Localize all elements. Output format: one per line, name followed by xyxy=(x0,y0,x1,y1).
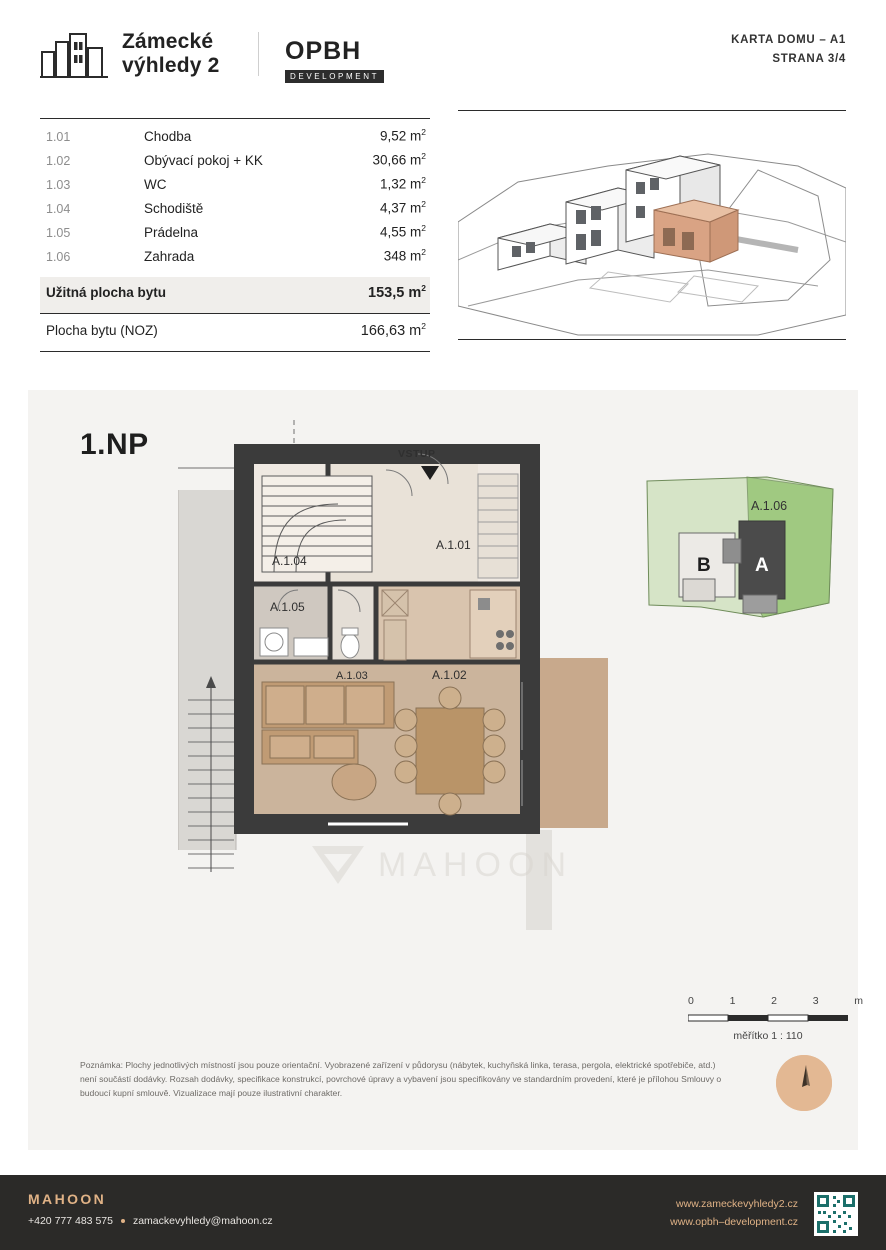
watermark xyxy=(310,842,573,888)
compass-icon xyxy=(776,1055,832,1111)
room-code: 1.01 xyxy=(46,129,71,144)
scale-tick-labels xyxy=(688,995,863,1007)
usable-area-value: 153,5 $m^2$ xyxy=(368,283,426,301)
footer-links xyxy=(670,1195,798,1232)
room-area: 1,32 $m^2$ xyxy=(379,175,426,192)
developer-name: OPBH xyxy=(285,37,362,65)
floorplan-svg xyxy=(178,420,638,980)
entrance-label: VSTUP xyxy=(398,448,436,460)
plan-room-label-a103: A.1.03 xyxy=(336,670,368,682)
noz-area-label: Plocha bytu (NOZ) xyxy=(46,322,158,338)
room-name: Zahrada xyxy=(144,248,195,264)
document-header xyxy=(0,0,886,108)
usable-area-label: Užitná plocha bytu xyxy=(46,284,167,300)
building-visualisation xyxy=(458,110,846,340)
building-logo-icon xyxy=(40,30,110,78)
room-code: 1.05 xyxy=(46,225,71,240)
developer-subtitle: DEVELOPMENT xyxy=(285,70,384,83)
footer-website-project[interactable]: www.zameckevyhledy2.cz xyxy=(676,1198,798,1210)
scale-tick-3: 3 xyxy=(812,995,819,1007)
scale-tick-1: 1 xyxy=(729,995,736,1007)
plan-room-label-a105: A.1.05 xyxy=(270,600,305,614)
table-row xyxy=(40,127,430,151)
room-area: 348 $m^2$ xyxy=(383,247,426,264)
scale-bar-graphic xyxy=(688,1014,848,1022)
room-area: 4,55 $m^2$ xyxy=(379,223,426,240)
usable-area-row xyxy=(40,277,430,313)
floorplan-panel xyxy=(28,390,863,1150)
table-body xyxy=(40,119,430,277)
room-name: WC xyxy=(144,176,167,192)
document-footer xyxy=(0,1175,886,1250)
svg-text:A: A xyxy=(755,555,769,576)
footer-separator-dot xyxy=(121,1219,125,1223)
watermark-text: MAHOON xyxy=(378,845,573,884)
visual-bottom-rule xyxy=(458,339,846,340)
scale-unit: m xyxy=(854,995,863,1007)
svg-text:B: B xyxy=(697,555,711,576)
header-divider xyxy=(258,32,259,76)
footer-brand: MAHOON xyxy=(28,1191,107,1207)
room-name: Obývací pokoj + KK xyxy=(144,152,263,168)
legal-note: Poznámka: Plochy jednotlivých místností jsou pouze orientační. Vyobrazené zařízení v půdorysu (nábytek, kuchyňská linka, terasa, pergola, elektrické spotřebiče, atd.) není součástí dodávky. Rozsah dodávky, specifikace konstrukcí, povrchové úpravy a vybavení jsou specifikovány ve standardním provedení, které je přílohou Smlouvy o budoucí kupní smlouvě. Vizualizace mají pouze ilustrativní charakter. xyxy=(80,1060,722,1099)
site-garden-label: A.1.06 xyxy=(751,499,788,513)
plan-room-label-a102: A.1.02 xyxy=(432,668,467,682)
table-bottom-rule xyxy=(40,351,430,352)
document-meta xyxy=(731,34,846,65)
table-row xyxy=(40,175,430,199)
project-name-line1: Zámecké xyxy=(122,30,214,54)
project-logo xyxy=(40,30,220,78)
floorplan-drawing xyxy=(178,420,638,980)
table-row xyxy=(40,199,430,223)
plan-room-label-a101: A.1.01 xyxy=(436,538,471,552)
scale-caption: měřítko 1 : 110 xyxy=(733,1030,803,1042)
room-code: 1.06 xyxy=(46,249,71,264)
room-area: 30,66 $m^2$ xyxy=(372,151,426,168)
visual-top-rule xyxy=(458,110,846,111)
room-area: 4,37 $m^2$ xyxy=(379,199,426,216)
footer-contact-block xyxy=(28,1191,273,1227)
room-name: Chodba xyxy=(144,128,192,144)
room-code: 1.02 xyxy=(46,153,71,168)
building-3d-render-icon xyxy=(458,110,846,338)
noz-area-row xyxy=(40,314,430,351)
table-row xyxy=(40,151,430,175)
room-name: Schodiště xyxy=(144,200,204,216)
room-code: 1.04 xyxy=(46,201,71,216)
room-area: 9,52 $m^2$ xyxy=(379,127,426,144)
project-name xyxy=(122,30,220,77)
floor-label: 1.NP xyxy=(80,428,149,461)
scale-bar xyxy=(688,995,863,1042)
table-row xyxy=(40,247,430,271)
footer-email[interactable]: zamackevyhledy@mahoon.cz xyxy=(132,1215,273,1227)
room-code: 1.03 xyxy=(46,177,71,192)
footer-website-developer[interactable]: www.opbh–development.cz xyxy=(670,1216,798,1229)
plan-room-label-a104: A.1.04 xyxy=(272,554,307,568)
document-title: KARTA DOMU – A1 xyxy=(731,34,846,46)
room-schedule-table xyxy=(40,118,430,352)
page-number: STRANA 3/4 xyxy=(772,53,846,65)
developer-logo xyxy=(285,37,384,84)
footer-contacts xyxy=(28,1215,273,1227)
scale-tick-2: 2 xyxy=(771,995,777,1007)
mahoon-logo-icon xyxy=(310,842,366,888)
table-row xyxy=(40,223,430,247)
qr-code-icon[interactable] xyxy=(814,1192,858,1236)
noz-area-value: 166,63 $m^2$ xyxy=(360,321,426,339)
scale-tick-0: 0 xyxy=(688,995,694,1007)
footer-phone[interactable]: +420 777 483 575 xyxy=(28,1215,113,1227)
site-key-map xyxy=(643,475,843,630)
room-name: Prádelna xyxy=(144,224,199,240)
project-name-line2: výhledy 2 xyxy=(122,54,220,77)
site-key-map-svg xyxy=(643,475,843,630)
